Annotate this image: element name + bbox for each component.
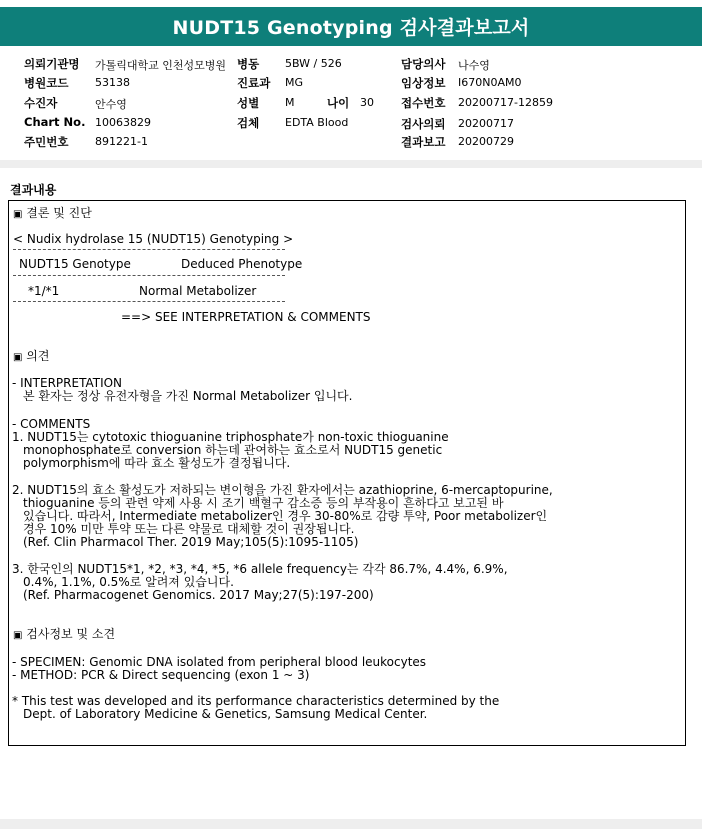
dashed-divider bbox=[13, 301, 285, 302]
age-label: 나이 bbox=[327, 96, 350, 110]
chart-no-label: Chart No. bbox=[24, 115, 86, 129]
comment-line: 3. 한국인의 NUDT15*1, *2, *3, *4, *5, *6 allele frequency는 각각 86.7%, 4.4%, 6.9%, bbox=[12, 562, 508, 576]
specimen-value: EDTA Blood bbox=[285, 116, 349, 129]
accession-value: 20200717-12859 bbox=[458, 96, 553, 109]
phenotype-value: Normal Metabolizer bbox=[139, 284, 257, 298]
chart-no-value: 10063829 bbox=[95, 116, 151, 129]
comment-line: 2. NUDT15의 효소 활성도가 저하되는 변이형을 가진 환자에서는 azathioprine, 6-mercaptopurine, bbox=[12, 483, 553, 497]
patient-label: 수진자 bbox=[24, 96, 58, 110]
ward-label: 병동 bbox=[237, 57, 260, 71]
institution-value: 가톨릭대학교 인천성모병원 bbox=[95, 59, 227, 72]
report-date-value: 20200729 bbox=[458, 135, 514, 148]
interpretation-text: 본 환자는 정상 유전자형을 가진 Normal Metabolizer 입니다. bbox=[23, 389, 353, 403]
section-divider bbox=[0, 160, 702, 168]
specimen-label: 검체 bbox=[237, 116, 260, 130]
request-date-value: 20200717 bbox=[458, 117, 514, 130]
disclaimer-line: * This test was developed and its performance characteristics determined by the bbox=[12, 694, 500, 708]
comment-line: 0.4%, 1.1%, 0.5%로 알려져 있습니다. bbox=[23, 575, 234, 589]
see-interpretation-note: ==> SEE INTERPRETATION & COMMENTS bbox=[121, 310, 371, 324]
ward-value: 5BW / 526 bbox=[285, 57, 342, 70]
report-title: NUDT15 Genotyping 검사결과보고서 bbox=[0, 7, 702, 46]
dashed-divider bbox=[13, 249, 285, 250]
test-info-heading-row bbox=[13, 628, 115, 642]
comment-line: 있습니다. 따라서, Intermediate metabolizer인 경우 30-80%로 감량 투약, Poor metabolizer인 bbox=[23, 509, 548, 523]
physician-label: 담당의사 bbox=[401, 57, 446, 71]
clinical-info-value: I670N0AM0 bbox=[458, 76, 522, 89]
opinion-heading: 의견 bbox=[26, 349, 50, 363]
accession-label: 접수번호 bbox=[401, 96, 446, 110]
comment-line: (Ref. Clin Pharmacol Ther. 2019 May;105(5):1095-1105) bbox=[23, 535, 359, 549]
square-bullet-icon: ▣ bbox=[13, 209, 23, 220]
resident-no-label: 주민번호 bbox=[24, 135, 69, 149]
bottom-strip bbox=[0, 819, 702, 829]
clinical-info-label: 임상정보 bbox=[401, 76, 446, 90]
method-line: - METHOD: PCR & Direct sequencing (exon 1 ~ 3) bbox=[12, 668, 310, 682]
department-label: 진료과 bbox=[237, 76, 271, 90]
dashed-divider bbox=[13, 275, 285, 276]
report-date-label: 결과보고 bbox=[401, 135, 446, 149]
patient-value: 안수영 bbox=[95, 98, 127, 111]
disclaimer-line: Dept. of Laboratory Medicine & Genetics, Samsung Medical Center. bbox=[23, 707, 428, 721]
physician-value: 나수영 bbox=[458, 59, 490, 72]
genotype-column-header: NUDT15 Genotype bbox=[19, 257, 131, 271]
request-date-label: 검사의뢰 bbox=[401, 117, 446, 131]
comment-line: thioguanine 등의 관련 약제 사용 시 조기 백혈구 감소증 등의 부작용이 흔하다고 보고된 바 bbox=[23, 496, 504, 510]
comment-line: polymorphism에 따라 효소 활성도가 결정됩니다. bbox=[23, 456, 291, 470]
hospital-code-value: 53138 bbox=[95, 76, 130, 89]
comment-line: 1. NUDT15는 cytotoxic thioguanine triphosphate가 non-toxic thioguanine bbox=[12, 430, 449, 444]
results-box bbox=[8, 200, 686, 746]
hospital-code-label: 병원코드 bbox=[24, 76, 69, 90]
comments-title: - COMMENTS bbox=[12, 417, 91, 431]
sex-value: M bbox=[285, 96, 295, 109]
institution-label: 의뢰기관명 bbox=[24, 57, 80, 71]
square-bullet-icon: ▣ bbox=[13, 352, 23, 363]
results-section-title: 결과내용 bbox=[10, 183, 57, 197]
conclusion-heading-row bbox=[13, 207, 92, 221]
square-bullet-icon: ▣ bbox=[13, 630, 23, 641]
interpretation-title: - INTERPRETATION bbox=[12, 376, 123, 390]
genotype-value: *1/*1 bbox=[28, 284, 60, 298]
specimen-line: - SPECIMEN: Genomic DNA isolated from peripheral blood leukocytes bbox=[12, 655, 427, 669]
comment-line: (Ref. Pharmacogenet Genomics. 2017 May;27(5):197-200) bbox=[23, 588, 374, 602]
gene-heading: < Nudix hydrolase 15 (NUDT15) Genotyping > bbox=[13, 232, 294, 246]
patient-info-panel bbox=[0, 46, 702, 156]
department-value: MG bbox=[285, 76, 304, 89]
test-info-heading: 검사정보 및 소견 bbox=[26, 627, 116, 641]
phenotype-column-header: Deduced Phenotype bbox=[181, 257, 303, 271]
opinion-heading-row bbox=[13, 350, 49, 364]
sex-label: 성별 bbox=[237, 96, 260, 110]
conclusion-heading: 결론 및 진단 bbox=[26, 206, 92, 220]
resident-no-value: 891221-1 bbox=[95, 135, 148, 148]
age-value: 30 bbox=[360, 96, 374, 109]
comment-line: monophosphate로 conversion 하는데 관여하는 효소로서 NUDT15 genetic bbox=[23, 443, 443, 457]
comment-line: 경우 10% 미만 투약 또는 다른 약물로 대체할 것이 권장됩니다. bbox=[23, 522, 355, 536]
